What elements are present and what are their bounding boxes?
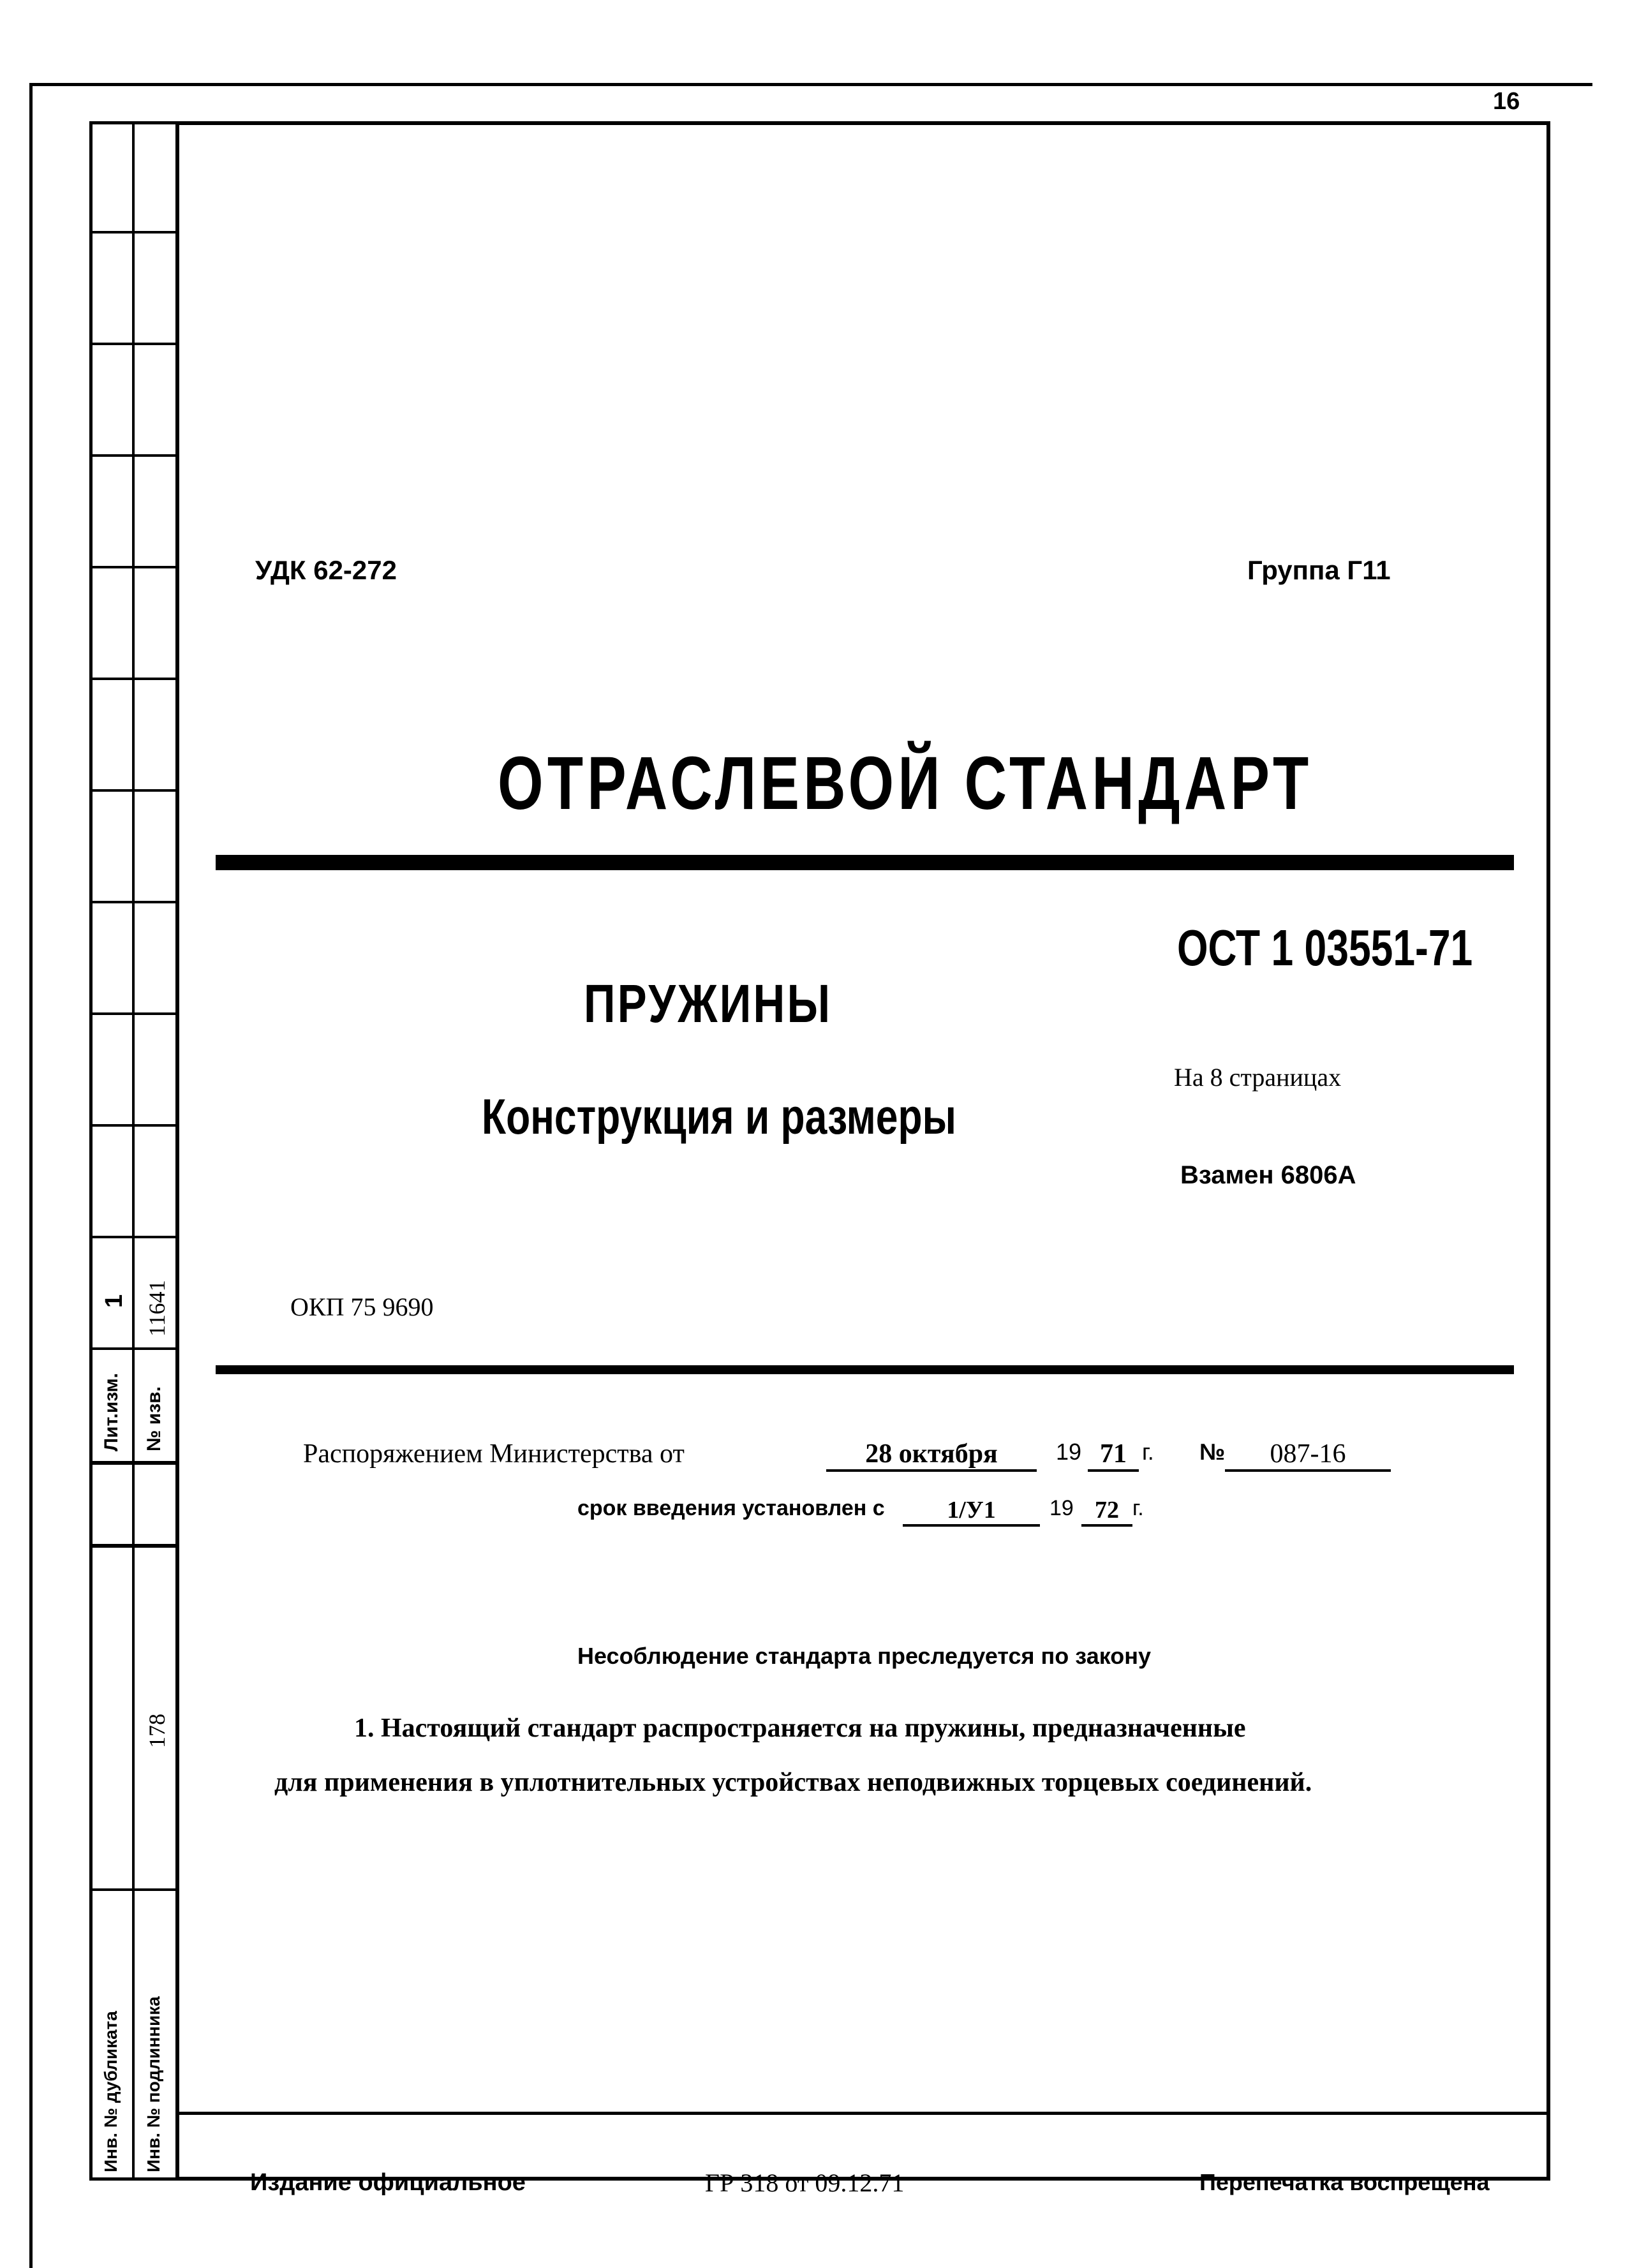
order-year: 71 — [1088, 1439, 1139, 1472]
paragraph-1-line-1: 1. Настоящий стандарт распространяется на пружины, предназначенные — [354, 1714, 1246, 1743]
title-rule — [216, 855, 1514, 870]
orig-label: Инв. № подлинника — [144, 1996, 163, 2172]
replaces-note: Взамен 6806А — [1180, 1161, 1356, 1189]
order-year-prefix: 19 — [1056, 1439, 1082, 1465]
udk-code: УДК 62-272 — [255, 555, 397, 585]
dup-label: Инв. № дубликата — [101, 2011, 121, 2172]
orig-value: 178 — [144, 1714, 170, 1748]
reprint-note: Перепечатка воспрещена — [1199, 2169, 1490, 2195]
legal-warning: Несоблюдение стандарта преследуется по закону — [577, 1643, 1152, 1669]
effective-label: срок введения установлен с — [577, 1496, 885, 1520]
standard-designation: ОСТ 1 03551-71 — [1177, 919, 1473, 976]
main-frame — [175, 121, 1550, 2181]
registration-note: ГР 318 от 09.12.71 — [705, 2168, 905, 2197]
izv-value: 11641 — [144, 1280, 170, 1337]
subject-heading: ПРУЖИНЫ — [584, 974, 833, 1034]
okp-code: ОКП 75 9690 — [290, 1293, 434, 1321]
order-label: Распоряжением Министерства от — [303, 1439, 685, 1469]
footer-rule — [177, 2112, 1549, 2115]
section-rule — [216, 1365, 1514, 1374]
group-code: Группа Г11 — [1247, 555, 1391, 585]
document-title: ОТРАСЛЕВОЙ СТАНДАРТ — [498, 741, 1313, 826]
edition-note: Издание официальное — [250, 2169, 526, 2196]
effective-date: 1/У1 — [903, 1496, 1040, 1527]
order-number: 087-16 — [1225, 1439, 1391, 1472]
paragraph-1-line-2: для применения в уплотнительных устройствах неподвижных торцевых соединений. — [274, 1768, 1312, 1797]
effective-year: 72 — [1081, 1496, 1132, 1527]
order-year-suffix: г. — [1142, 1439, 1154, 1465]
order-number-label: № — [1199, 1439, 1226, 1465]
order-date: 28 октября — [826, 1439, 1037, 1472]
lit-value: 1 — [101, 1294, 128, 1308]
effective-year-prefix: 19 — [1049, 1496, 1074, 1520]
effective-year-suffix: г. — [1132, 1496, 1144, 1520]
izv-label: № изв. — [144, 1386, 165, 1451]
subtitle: Конструкция и размеры — [482, 1088, 956, 1145]
pages-note: На 8 страницах — [1174, 1063, 1342, 1092]
page-number: 16 — [1493, 88, 1520, 115]
lit-label: Лит.изм. — [101, 1372, 122, 1451]
